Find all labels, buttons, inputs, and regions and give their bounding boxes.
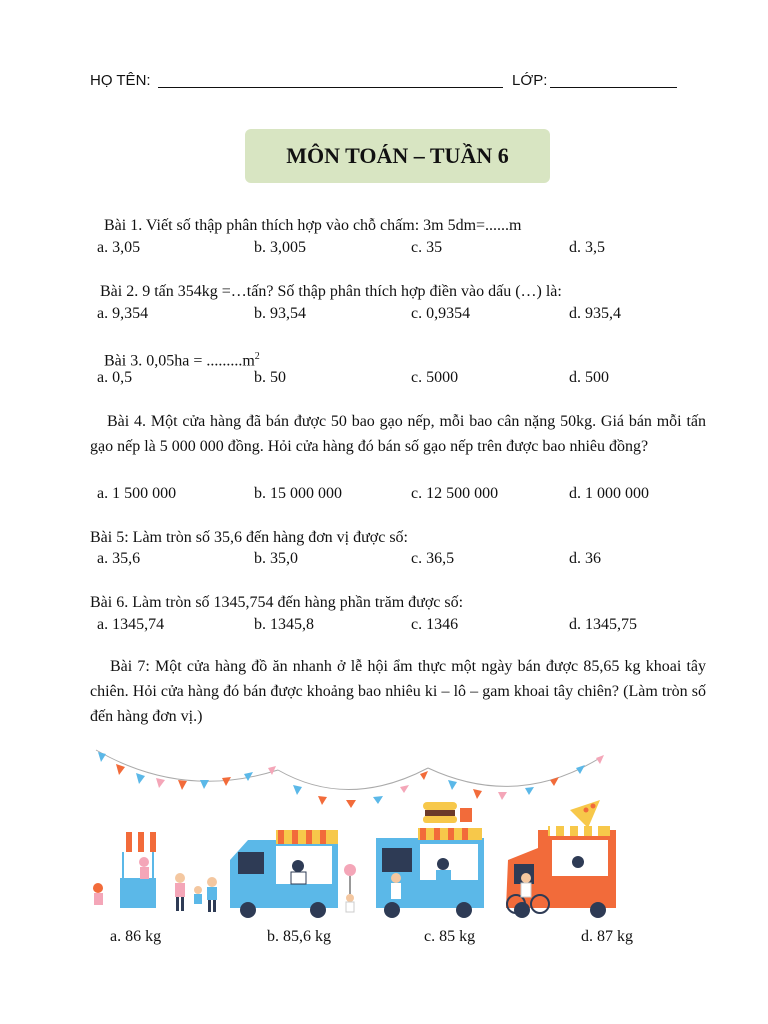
option-d[interactable]: d. 87 kg (581, 928, 633, 945)
option-a[interactable]: a. 0,5 (97, 369, 133, 386)
option-d[interactable]: d. 500 (569, 369, 609, 386)
option-c[interactable]: c. 12 500 000 (411, 485, 499, 502)
student-info-header (90, 72, 690, 94)
option-a[interactable]: a. 1 500 000 (97, 485, 177, 502)
option-b[interactable]: b. 35,0 (254, 550, 298, 567)
title-banner (245, 129, 550, 183)
option-b[interactable]: b. 50 (254, 369, 286, 386)
option-b[interactable]: b. 1345,8 (254, 616, 314, 633)
option-d[interactable]: d. 36 (569, 550, 601, 567)
question-1-options (97, 239, 707, 261)
class-label: LỚP: (512, 72, 548, 89)
question-2: Bài 2. 9 tấn 354kg =…tấn? Số thập phân thích hợp điền vào dấu (…) là: (100, 283, 562, 300)
option-d[interactable]: d. 935,4 (569, 305, 621, 322)
question-7-options (110, 928, 670, 950)
option-c[interactable]: c. 35 (411, 239, 443, 256)
question-5-options (97, 550, 707, 572)
option-a[interactable]: a. 35,6 (97, 550, 141, 567)
page-title: MÔN TOÁN – TUẦN 6 (286, 143, 509, 168)
option-c[interactable]: c. 36,5 (411, 550, 455, 567)
option-b[interactable]: b. 93,54 (254, 305, 306, 322)
option-a[interactable]: a. 9,354 (97, 305, 149, 322)
question-7: Bài 7: Một cửa hàng đồ ăn nhanh ở lễ hội ẩm thực một ngày bán được 85,65 kg khoai tây chiên. Hỏi cửa hàng đó bán được khoảng bao nhiêu ki – lô – gam khoai tây chiên? (Làm tròn số đến hàng đơn vị.) (90, 658, 706, 725)
option-d[interactable]: d. 3,5 (569, 239, 605, 256)
option-a[interactable]: a. 3,05 (97, 239, 141, 256)
name-blank-line[interactable] (158, 87, 503, 88)
option-c[interactable]: c. 1346 (411, 616, 459, 633)
food-festival-trucks-illustration (88, 740, 618, 918)
name-label: HỌ TÊN: (90, 72, 151, 89)
option-c[interactable]: c. 5000 (411, 369, 459, 386)
question-1: Bài 1. Viết số thập phân thích hợp vào chỗ chấm: 3m 5dm=......m (104, 217, 522, 234)
superscript: 2 (254, 351, 260, 362)
option-b[interactable]: b. 3,005 (254, 239, 306, 256)
option-d[interactable]: d. 1345,75 (569, 616, 637, 633)
question-6-options (97, 616, 707, 638)
question-4-options (97, 485, 707, 507)
question-6: Bài 6. Làm tròn số 1345,754 đến hàng phần trăm được số: (90, 594, 464, 611)
question-3-text: Bài 3. 0,05ha = .........m (104, 352, 255, 370)
question-3-options (97, 369, 707, 391)
option-a[interactable]: a. 1345,74 (97, 616, 165, 633)
option-c[interactable]: c. 0,9354 (411, 305, 471, 322)
question-4: Bài 4. Một cửa hàng đã bán được 50 bao gạo nếp, mỗi bao cân nặng 50kg. Giá bán mỗi tấn gạo nếp là 5 000 000 đồng. Hỏi cửa hàng đó bán số gạo nếp trên được bao nhiêu đồng? (90, 413, 706, 455)
question-2-options (97, 305, 707, 327)
option-a[interactable]: a. 86 kg (110, 928, 162, 945)
option-b[interactable]: b. 15 000 000 (254, 485, 342, 502)
option-b[interactable]: b. 85,6 kg (267, 928, 331, 945)
class-blank-line[interactable] (550, 87, 677, 88)
option-c[interactable]: c. 85 kg (424, 928, 476, 945)
question-5: Bài 5: Làm tròn số 35,6 đến hàng đơn vị được số: (90, 529, 408, 546)
option-d[interactable]: d. 1 000 000 (569, 485, 649, 502)
